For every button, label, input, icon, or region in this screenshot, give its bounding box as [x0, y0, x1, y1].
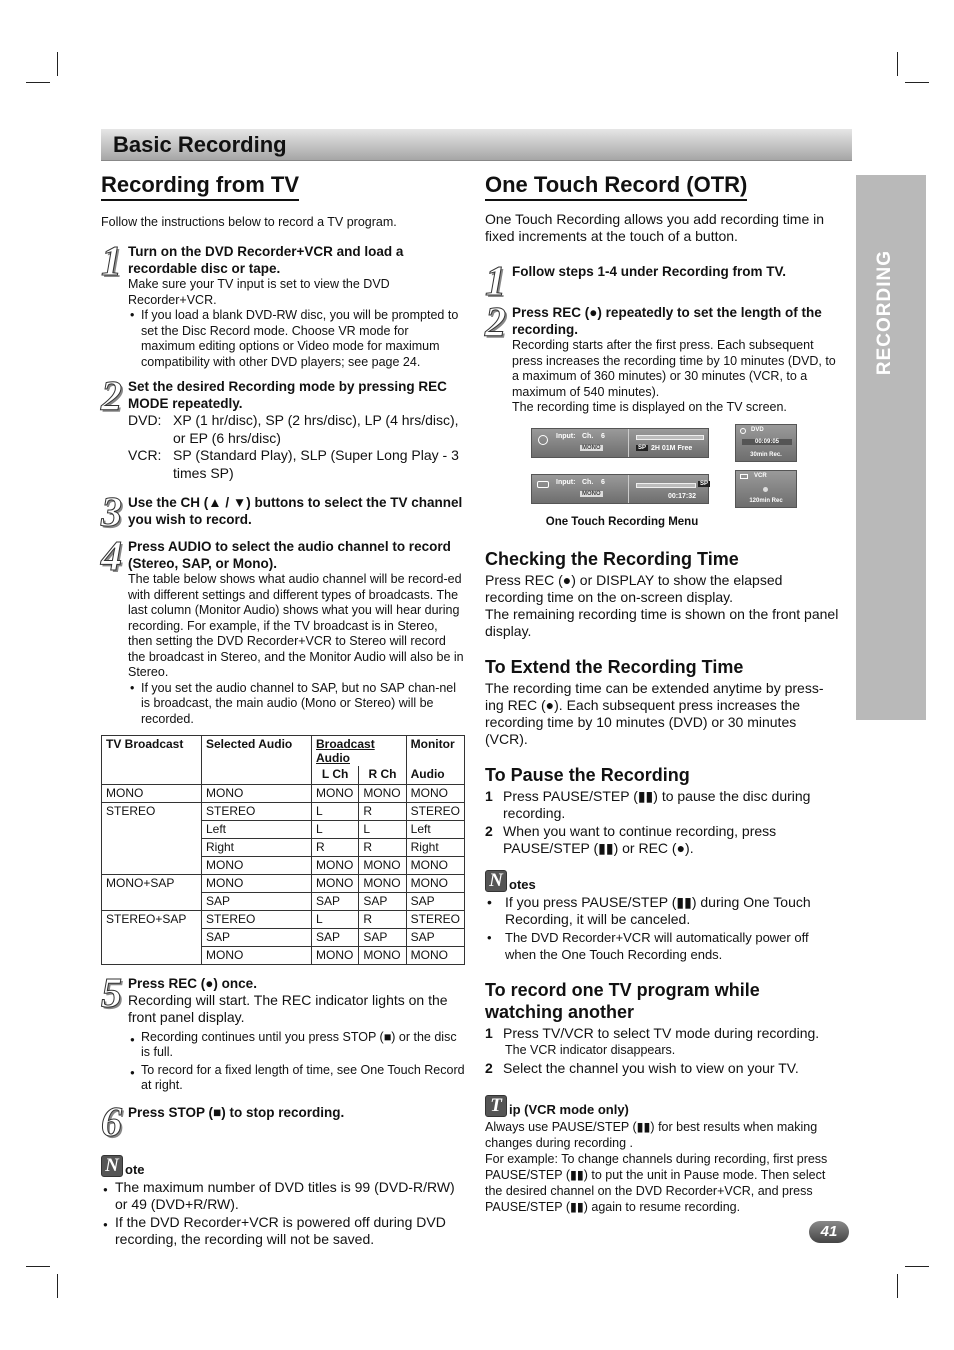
- table-cell: MONO: [406, 874, 464, 892]
- tape-icon: [537, 481, 549, 488]
- crop-mark: [897, 1274, 898, 1298]
- col-header: Broadcast Audio: [312, 736, 407, 767]
- disc-icon: [538, 435, 548, 445]
- step-title: Use the CH (▲ / ▼) buttons to select the TV channel you wish to record.: [128, 495, 463, 527]
- table-cell: MONO: [359, 946, 406, 964]
- watch-item: [485, 1025, 839, 1043]
- table-cell: R: [359, 802, 406, 820]
- table-cell: MONO: [312, 874, 359, 892]
- item-number: 2: [485, 822, 493, 839]
- table-cell: Left: [406, 820, 464, 838]
- step-title: Press REC (●) repeatedly to set the length of the recording.: [512, 305, 822, 337]
- step-number: 1: [485, 259, 506, 305]
- checking-title: Checking the Recording Time: [485, 548, 739, 569]
- table-row: [102, 838, 465, 856]
- osd-mono: MONO: [582, 490, 601, 497]
- rec-dot-icon: [763, 487, 768, 492]
- item-text: When you want to continue recording, press PAUSE/STEP (▮▮) or REC (●).: [503, 822, 777, 856]
- side-tab-label: RECORDING: [874, 250, 895, 376]
- step-number: 1: [101, 239, 122, 285]
- item-number: 1: [485, 1024, 493, 1041]
- table-cell: L: [312, 802, 359, 820]
- table-cell: STEREO: [406, 910, 464, 928]
- item-number: 2: [485, 1059, 493, 1076]
- section-banner: [101, 129, 852, 161]
- notes-list: [485, 894, 839, 963]
- table-cell: MONO: [359, 784, 406, 802]
- table-cell: SAP: [406, 928, 464, 946]
- col-header: Selected Audio: [202, 736, 312, 785]
- otr-step-2: [485, 300, 839, 416]
- crop-mark: [905, 82, 929, 83]
- left-column: [101, 170, 465, 1249]
- col-header: R Ch: [359, 766, 406, 784]
- table-cell: STEREO: [406, 802, 464, 820]
- table-row: [102, 910, 465, 928]
- step-title: Press REC (●) once.: [128, 975, 257, 991]
- step-bullet: ● Recording continues until you press STOP (■) or the disc is full.: [128, 1030, 465, 1061]
- table-cell: SAP: [359, 892, 406, 910]
- step-4: [101, 534, 465, 727]
- notes-icon: N: [485, 870, 507, 892]
- checking-body2: The remaining recording time is shown on the front panel display.: [485, 605, 839, 639]
- table-cell: [102, 820, 202, 838]
- table-cell: MONO: [359, 874, 406, 892]
- table-cell: MONO: [312, 946, 359, 964]
- table-cell: [102, 856, 202, 874]
- step-bullet: ● To record for a fixed length of time, see One Touch Record at right.: [128, 1063, 465, 1094]
- col-header: L Ch: [312, 766, 359, 784]
- osd-vcr-label: VCR: [754, 472, 767, 479]
- table-row: [102, 802, 465, 820]
- crop-mark: [897, 52, 898, 76]
- osd-vcr-time: 00:17:32: [668, 492, 697, 500]
- step-bullet: • If you load a blank DVD-RW disc, you will be prompted to set the Disc Record mode. Choose VR mode for maximum editing options or Video mode for maximum compatibility with other DVD players; see page 24.: [128, 308, 465, 370]
- step-body: The recording time is displayed on the TV screen.: [512, 400, 787, 414]
- table-cell: [102, 928, 202, 946]
- page-number: 41: [809, 1221, 849, 1243]
- mode-value: XP (1 hr/disc), SP (2 hrs/disc), LP (4 hrs/disc), or EP (6 hrs/disc): [173, 412, 459, 446]
- dvd-rec-box: [735, 424, 797, 462]
- step-number: 2: [485, 300, 506, 346]
- table-cell: MONO: [102, 784, 202, 802]
- osd-remaining: 2H 01M Free: [651, 444, 693, 452]
- table-cell: Left: [202, 820, 312, 838]
- note-item: • The DVD Recorder+VCR will automatically power off when the One Touch Recording ends.: [485, 929, 839, 963]
- crop-mark: [57, 1274, 58, 1298]
- step-6: [101, 1099, 465, 1146]
- step-1: [101, 239, 465, 370]
- table-cell: L: [312, 820, 359, 838]
- table-cell: STEREO: [102, 802, 202, 820]
- checking-body: Press REC (●) or DISPLAY to show the elapsed recording time on the on-screen display.: [485, 571, 783, 605]
- left-intro: Follow the instructions below to record a TV program.: [101, 215, 397, 229]
- table-cell: SAP: [312, 892, 359, 910]
- tape-icon: [740, 474, 748, 479]
- osd-rec-time: 30min Rec.: [750, 451, 782, 458]
- step-title: Press STOP (■) to stop recording.: [128, 1104, 345, 1120]
- step-number: 2: [101, 374, 122, 420]
- step-number: 4: [101, 534, 122, 580]
- note-item: ● The maximum number of DVD titles is 99 (DVD-R/RW) or 49 (DVD+R/RW).: [101, 1179, 465, 1214]
- table-cell: MONO: [312, 856, 359, 874]
- table-cell: Right: [202, 838, 312, 856]
- table-cell: L: [312, 910, 359, 928]
- table-cell: SAP: [202, 892, 312, 910]
- pause-item: [485, 823, 839, 858]
- step-number: 6: [101, 1099, 122, 1146]
- pause-list: [485, 788, 839, 858]
- col-header: TV Broadcast: [102, 736, 202, 785]
- table-cell: MONO: [202, 946, 312, 964]
- crop-mark: [26, 82, 50, 83]
- notes-heading: [485, 870, 839, 892]
- osd-mono: MONO: [582, 444, 601, 451]
- note-item: • If you press PAUSE/STEP (▮▮) during One Touch Recording, it will be canceled.: [485, 894, 839, 929]
- table-cell: STEREO: [202, 802, 312, 820]
- tip-heading: [485, 1095, 839, 1117]
- table-cell: MONO: [406, 784, 464, 802]
- item-text: Press PAUSE/STEP (▮▮) to pause the disc during recording.: [503, 787, 811, 821]
- osd-divider: [628, 429, 629, 457]
- osd-input: Input:: [556, 478, 576, 486]
- note-list: [101, 1179, 465, 1249]
- osd-divider: [628, 475, 629, 503]
- tip-body2: For example: To change channels during recording, first press PAUSE/STEP (▮▮) to put the unit in Pause mode. Then select the desired channel on the DVD Recorder+VCR, and press PAUSE/STEP (▮▮) again to resume recording.: [485, 1152, 828, 1214]
- table-row: [102, 928, 465, 946]
- tip-icon: T: [485, 1095, 507, 1117]
- progress-bar: [636, 483, 696, 488]
- audio-table-body: [102, 784, 465, 964]
- right-intro: One Touch Recording allows you add recording time in fixed increments at the touch of a button.: [485, 211, 825, 244]
- table-cell: MONO: [406, 946, 464, 964]
- table-cell: STEREO+SAP: [102, 910, 202, 928]
- crop-mark: [905, 1266, 929, 1267]
- osd-elapsed: 00:09:05: [742, 439, 792, 445]
- note-label: ote: [125, 1161, 145, 1177]
- otr-menu-illustration: [485, 424, 839, 516]
- table-cell: L: [359, 820, 406, 838]
- osd-sp: SP: [638, 444, 647, 451]
- progress-bar: [636, 435, 704, 440]
- step-5: [101, 970, 465, 1094]
- left-title: Recording from TV: [101, 172, 299, 201]
- table-cell: SAP: [202, 928, 312, 946]
- note-heading: [101, 1155, 465, 1177]
- item-text: Press TV/VCR to select TV mode during recording.: [503, 1024, 820, 1041]
- table-row: [102, 892, 465, 910]
- extend-title: To Extend the Recording Time: [485, 656, 744, 677]
- table-row: [102, 946, 465, 964]
- osd-input: Input:: [556, 432, 576, 440]
- step-2: [101, 374, 465, 482]
- watch-list: [485, 1025, 839, 1078]
- osd-ch: Ch.: [582, 478, 594, 486]
- pause-item: [485, 788, 839, 823]
- step-body: Make sure your TV input is set to view the DVD Recorder+VCR.: [128, 277, 390, 307]
- tip-body: Always use PAUSE/STEP (▮▮) for best results when making changes during recording .: [485, 1120, 818, 1150]
- table-cell: R: [312, 838, 359, 856]
- osd-ch-num: 6: [601, 432, 605, 440]
- step-body: The table below shows what audio channel will be record-ed with different settings and different types of broadcasts. The last column (Monitor Audio) shows what you will hear during recording. For example, if the TV broadcast is in Stereo, then setting the DVD Recorder+VCR to Stereo will record the broadcast in Stereo, and the Monitor Audio will also be in Stereo.: [128, 572, 464, 679]
- table-cell: MONO: [359, 856, 406, 874]
- table-cell: SAP: [312, 928, 359, 946]
- table-cell: SAP: [406, 892, 464, 910]
- table-cell: MONO+SAP: [102, 874, 202, 892]
- pause-title: To Pause the Recording: [485, 764, 690, 785]
- step-title: Turn on the DVD Recorder+VCR and load a recordable disc or tape.: [128, 244, 404, 276]
- osd-rec-time: 120min Rec: [749, 497, 783, 504]
- col-header: Audio: [406, 766, 464, 784]
- step-body: Recording will start. The REC indicator lights on the front panel display.: [128, 991, 448, 1025]
- right-title: One Touch Record (OTR): [485, 172, 747, 201]
- notes-label: otes: [509, 876, 536, 892]
- watch-sub: The VCR indicator disappears.: [505, 1043, 676, 1057]
- dvd-osd-bar: [531, 428, 709, 458]
- table-row: [102, 874, 465, 892]
- note-icon: N: [101, 1155, 123, 1177]
- table-row: [102, 784, 465, 802]
- table-cell: Right: [406, 838, 464, 856]
- table-row: [102, 856, 465, 874]
- osd-ch-num: 6: [601, 478, 605, 486]
- step-title: Follow steps 1-4 under Recording from TV.: [512, 264, 787, 279]
- vcr-modes: [128, 447, 465, 482]
- extend-body: The recording time can be extended anytime by press-ing REC (●). Each subsequent press increases the recording time by 10 minutes (DVD) or 30 minutes (VCR).: [485, 679, 824, 747]
- watch-item: [485, 1060, 839, 1078]
- side-tab: [856, 175, 926, 720]
- crop-mark: [26, 1266, 50, 1267]
- crop-mark: [57, 52, 58, 76]
- step-body: Recording starts after the first press. Each subsequent press increases the recording time by 10 minutes (DVD, to a maximum of 360 minutes) or 30 minutes (VCR, to a maximum of 540 minutes).: [512, 338, 836, 399]
- mode-key: DVD:: [128, 412, 162, 428]
- right-column: [485, 170, 839, 1215]
- table-cell: MONO: [202, 874, 312, 892]
- audio-table: [101, 735, 465, 965]
- table-cell: R: [359, 910, 406, 928]
- banner-title: Basic Recording: [113, 132, 287, 157]
- osd-sp: SP: [700, 480, 709, 487]
- table-cell: [102, 946, 202, 964]
- table-cell: MONO: [202, 784, 312, 802]
- mode-value: SP (Standard Play), SLP (Super Long Play - 3 times SP): [173, 447, 459, 481]
- vcr-rec-box: [735, 470, 797, 508]
- item-number: 1: [485, 787, 493, 804]
- tip-label: ip (VCR mode only): [509, 1102, 629, 1117]
- dvd-modes: [128, 412, 465, 447]
- table-cell: MONO: [312, 784, 359, 802]
- col-header: Monitor: [406, 736, 464, 767]
- vcr-osd-bar: [531, 474, 709, 504]
- table-cell: [102, 892, 202, 910]
- watch-title: To record one TV program while watching another: [485, 979, 760, 1022]
- osd-ch: Ch.: [582, 432, 594, 440]
- step-number: 3: [101, 490, 122, 536]
- osd-dvd-label: DVD: [751, 426, 764, 433]
- disc-icon: [740, 428, 746, 434]
- step-title: Set the desired Recording mode by pressing REC MODE repeatedly.: [128, 379, 447, 411]
- note-item: ● If the DVD Recorder+VCR is powered off during DVD recording, the recording will not be saved.: [101, 1214, 465, 1249]
- table-cell: STEREO: [202, 910, 312, 928]
- step-bullet: • If you set the audio channel to SAP, but no SAP chan-nel is broadcast, the main audio (Mono or Stereo) will be recorded.: [128, 681, 465, 728]
- table-cell: SAP: [359, 928, 406, 946]
- otr-step-1: [485, 259, 839, 305]
- table-cell: MONO: [202, 856, 312, 874]
- table-cell: [102, 838, 202, 856]
- step-title: Press AUDIO to select the audio channel to record (Stereo, SAP, or Mono).: [128, 539, 451, 571]
- table-row: [102, 820, 465, 838]
- mode-key: VCR:: [128, 447, 162, 463]
- table-cell: MONO: [406, 856, 464, 874]
- item-text: Select the channel you wish to view on your TV.: [503, 1059, 799, 1076]
- table-cell: R: [359, 838, 406, 856]
- osd-caption: One Touch Recording Menu: [545, 515, 699, 528]
- step-number: 5: [101, 970, 122, 1017]
